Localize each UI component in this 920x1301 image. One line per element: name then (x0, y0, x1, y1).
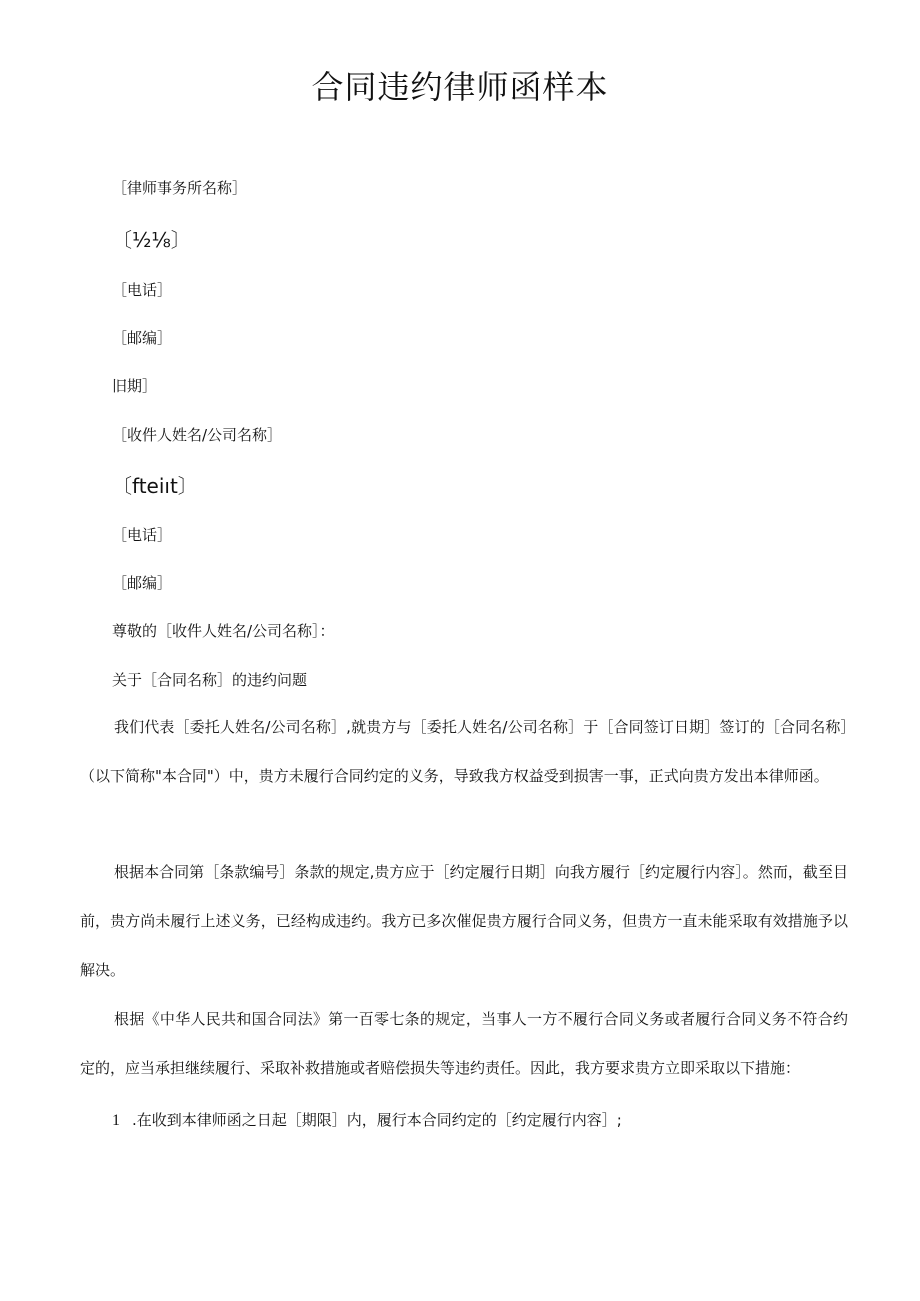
sender-postcode: ［邮编］ (112, 329, 173, 347)
subject-line: 关于［合同名称］的违约问题 (112, 671, 308, 689)
body-paragraph-2: 根据本合同第［条款编号］条款的规定,贵方应于［约定履行日期］向我方履行［约定履行内容］。然而，截至目前，贵方尚未履行上述义务，已经构成违约。我方已多次催促贵方履行合同义务，但贵方一直未能采取有效措施予以解决。 (80, 863, 848, 979)
document-title: 合同违约律师函样本 (311, 68, 609, 106)
sender-phone: ［电话］ (112, 281, 173, 299)
list-item (112, 1110, 622, 1131)
recipient-address: 〔fteiıt〕 (112, 474, 198, 498)
body-paragraph-3: 根据《中华人民共和国合同法》第一百零七条的规定，当事人一方不履行合同义务或者履行合同义务不符合约定的，应当承担继续履行、采取补救措施或者赔偿损失等违约责任。因此，我方要求贵方立即采取以下措施： (80, 1010, 848, 1077)
recipient-phone: ［电话］ (112, 526, 173, 544)
recipient-name: ［收件人姓名/公司名称］ (112, 426, 283, 444)
recipient-postcode: ［邮编］ (112, 574, 173, 592)
list-item-text: .在收到本律师函之日起［期限］内，履行本合同约定的［约定履行内容］; (132, 1111, 622, 1129)
salutation: 尊敬的［收件人姓名/公司名称］： (112, 622, 335, 640)
sender-firm-name: ［律师事务所名称］ (112, 179, 248, 197)
sender-address: 〔½⅛〕 (112, 228, 191, 252)
letter-date: 旧期］ (112, 377, 158, 395)
body-paragraph-1: 我们代表［委托人姓名/公司名称］,就贵方与［委托人姓名/公司名称］于［合同签订日期］签订的［合同名称］（以下简称"本合同"）中，贵方未履行合同约定的义务，导致我方权益受到损害一事，正式向贵方发出本律师函。 (80, 718, 848, 785)
list-item-number: 1 (112, 1112, 120, 1129)
